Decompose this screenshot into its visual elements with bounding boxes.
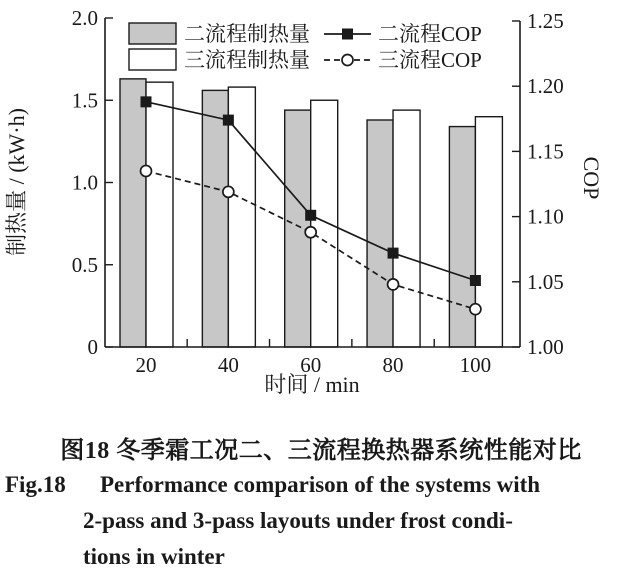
x-axis-title: 时间 / min <box>264 372 360 397</box>
caption-en-lines <box>83 467 635 575</box>
marker-3pass-cop <box>141 165 152 176</box>
marker-2pass-cop <box>388 248 399 259</box>
caption-en-line: 2-pass and 3-pass layouts under frost condi- <box>83 508 513 533</box>
right-tick-label: 1.15 <box>527 139 564 164</box>
bar-2pass-heating <box>202 90 228 347</box>
left-tick-label: 0.5 <box>71 252 98 277</box>
left-axis-title: 制热量 / (kW·h) <box>4 108 29 256</box>
caption-en-line: tions in winter <box>83 544 225 569</box>
left-tick-label: 2.0 <box>71 6 98 30</box>
marker-3pass-cop <box>388 279 399 290</box>
legend-swatch-2pass-heating <box>129 23 176 44</box>
legend-marker-2pass-cop <box>342 29 353 40</box>
legend-label-2pass-heating: 二流程制热量 <box>184 22 310 46</box>
caption-en <box>5 467 635 575</box>
caption-zh: 图18 冬季霜工况二、三流程换热器系统性能对比 <box>60 438 582 464</box>
bar-2pass-heating <box>367 120 393 347</box>
marker-2pass-cop <box>141 96 152 107</box>
x-tick-label: 40 <box>217 353 239 377</box>
x-tick-label: 100 <box>459 353 492 377</box>
right-tick-label: 1.10 <box>527 204 564 229</box>
right-tick-label: 1.25 <box>527 9 564 33</box>
marker-2pass-cop <box>470 275 481 286</box>
bar-3pass-heating <box>146 82 173 347</box>
left-tick-label: 1.5 <box>71 88 98 113</box>
marker-3pass-cop <box>305 227 316 238</box>
marker-2pass-cop <box>305 210 316 221</box>
legend-label-3pass-cop: 三流程COP <box>378 48 482 72</box>
right-axis-title: COP <box>579 156 604 200</box>
legend-label-2pass-cop: 二流程COP <box>378 22 482 46</box>
bar-3pass-heating <box>393 110 420 347</box>
right-tick-label: 1.05 <box>527 269 564 294</box>
left-tick-label: 0 <box>87 335 98 359</box>
marker-3pass-cop <box>223 186 234 197</box>
marker-3pass-cop <box>470 304 481 315</box>
caption-en-line: Performance comparison of the systems with <box>100 472 541 497</box>
caption-en-label: Fig.18 <box>5 472 66 497</box>
bar-2pass-heating <box>120 79 146 347</box>
legend-label-3pass-heating: 三流程制热量 <box>184 48 310 72</box>
right-tick-label: 1.20 <box>527 74 564 99</box>
bar-3pass-heating <box>311 100 338 347</box>
marker-2pass-cop <box>223 115 234 126</box>
legend-swatch-3pass-heating <box>129 49 176 70</box>
x-tick-label: 80 <box>382 353 404 377</box>
x-tick-label: 60 <box>300 353 322 377</box>
right-tick-label: 1.00 <box>527 335 564 359</box>
left-tick-label: 1.0 <box>71 170 98 195</box>
x-tick-label: 20 <box>135 353 157 377</box>
legend-marker-3pass-cop <box>342 55 353 66</box>
